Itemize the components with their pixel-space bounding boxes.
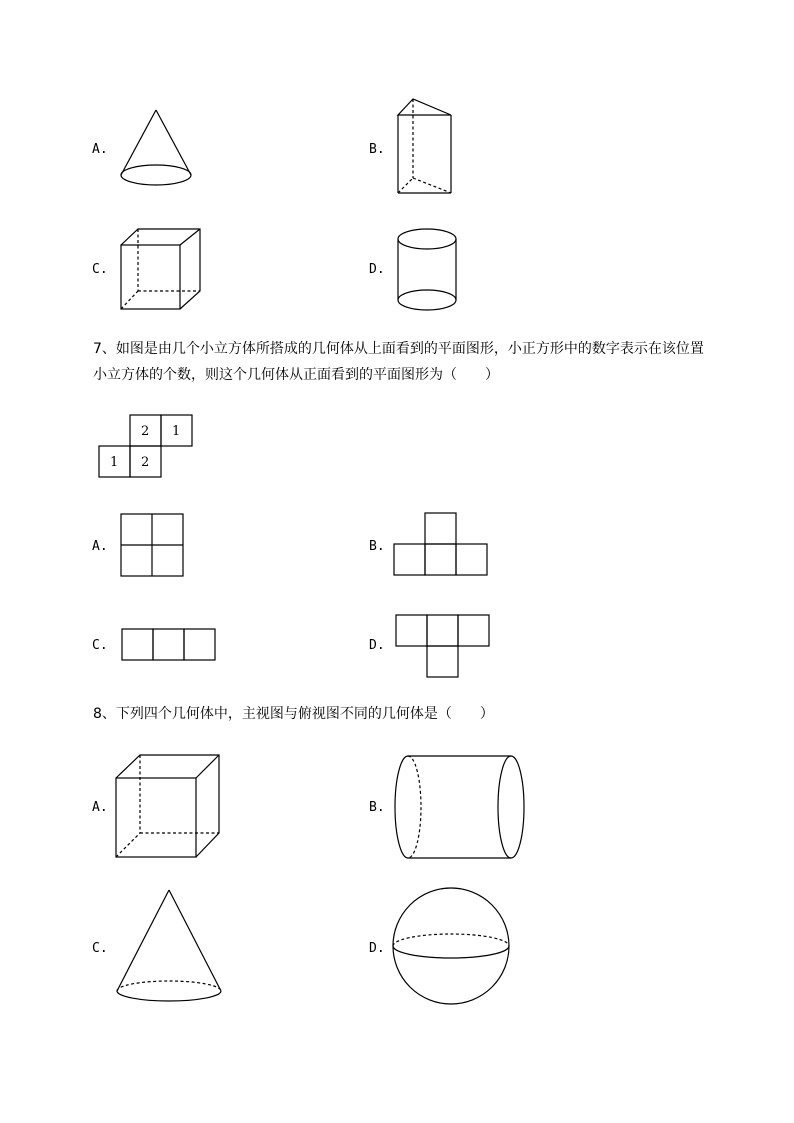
q6-option-b-prism-figure	[395, 96, 457, 198]
q8-option-c-label: C.	[92, 941, 108, 956]
q6-option-c-label: C.	[92, 262, 108, 277]
q8-option-b-horizontal-cylinder-figure	[392, 754, 528, 860]
q8-option-d-sphere-figure	[390, 888, 514, 1008]
q7-option-c-squares-figure	[121, 628, 218, 663]
q7-text-line2: 小立方体的个数，则这个几何体从正面看到的平面图形为（ ）	[93, 367, 499, 383]
q7-top-view-grid	[98, 413, 196, 479]
q6-option-c-cube-figure	[118, 226, 204, 314]
q7-option-d-squares-figure	[395, 614, 492, 680]
q7-option-d-label: D.	[369, 638, 385, 653]
q8-option-a-cube-figure	[113, 753, 223, 861]
q6-option-d-cylinder-figure	[395, 226, 461, 314]
q8-option-a-label: A.	[92, 800, 108, 815]
q7-option-c-label: C.	[92, 638, 108, 653]
q8-option-c-cone-figure	[113, 888, 227, 1004]
q8-text: 8、下列四个几何体中，主视图与俯视图不同的几何体是（ ）	[93, 706, 494, 722]
q6-option-d-label: D.	[369, 262, 385, 277]
grid-number: 1	[110, 455, 119, 470]
q7-option-a-label: A.	[92, 539, 108, 554]
q7-option-b-squares-figure	[393, 512, 490, 578]
q8-option-d-label: D.	[369, 941, 385, 956]
q7-option-b-label: B.	[369, 539, 385, 554]
q7-option-a-squares-figure	[120, 513, 186, 579]
q6-option-b-label: B.	[369, 142, 385, 157]
q6-option-a-label: A.	[92, 142, 108, 157]
q7-text-line1: 7、如图是由几个小立方体所搭成的几何体从上面看到的平面图形，小正方形中的数字表示在该位置	[93, 341, 704, 357]
grid-number: 1	[172, 424, 181, 439]
grid-number: 2	[141, 424, 150, 439]
q8-option-b-label: B.	[369, 800, 385, 815]
grid-number: 2	[141, 455, 150, 470]
q6-option-a-cone-figure	[118, 108, 198, 188]
